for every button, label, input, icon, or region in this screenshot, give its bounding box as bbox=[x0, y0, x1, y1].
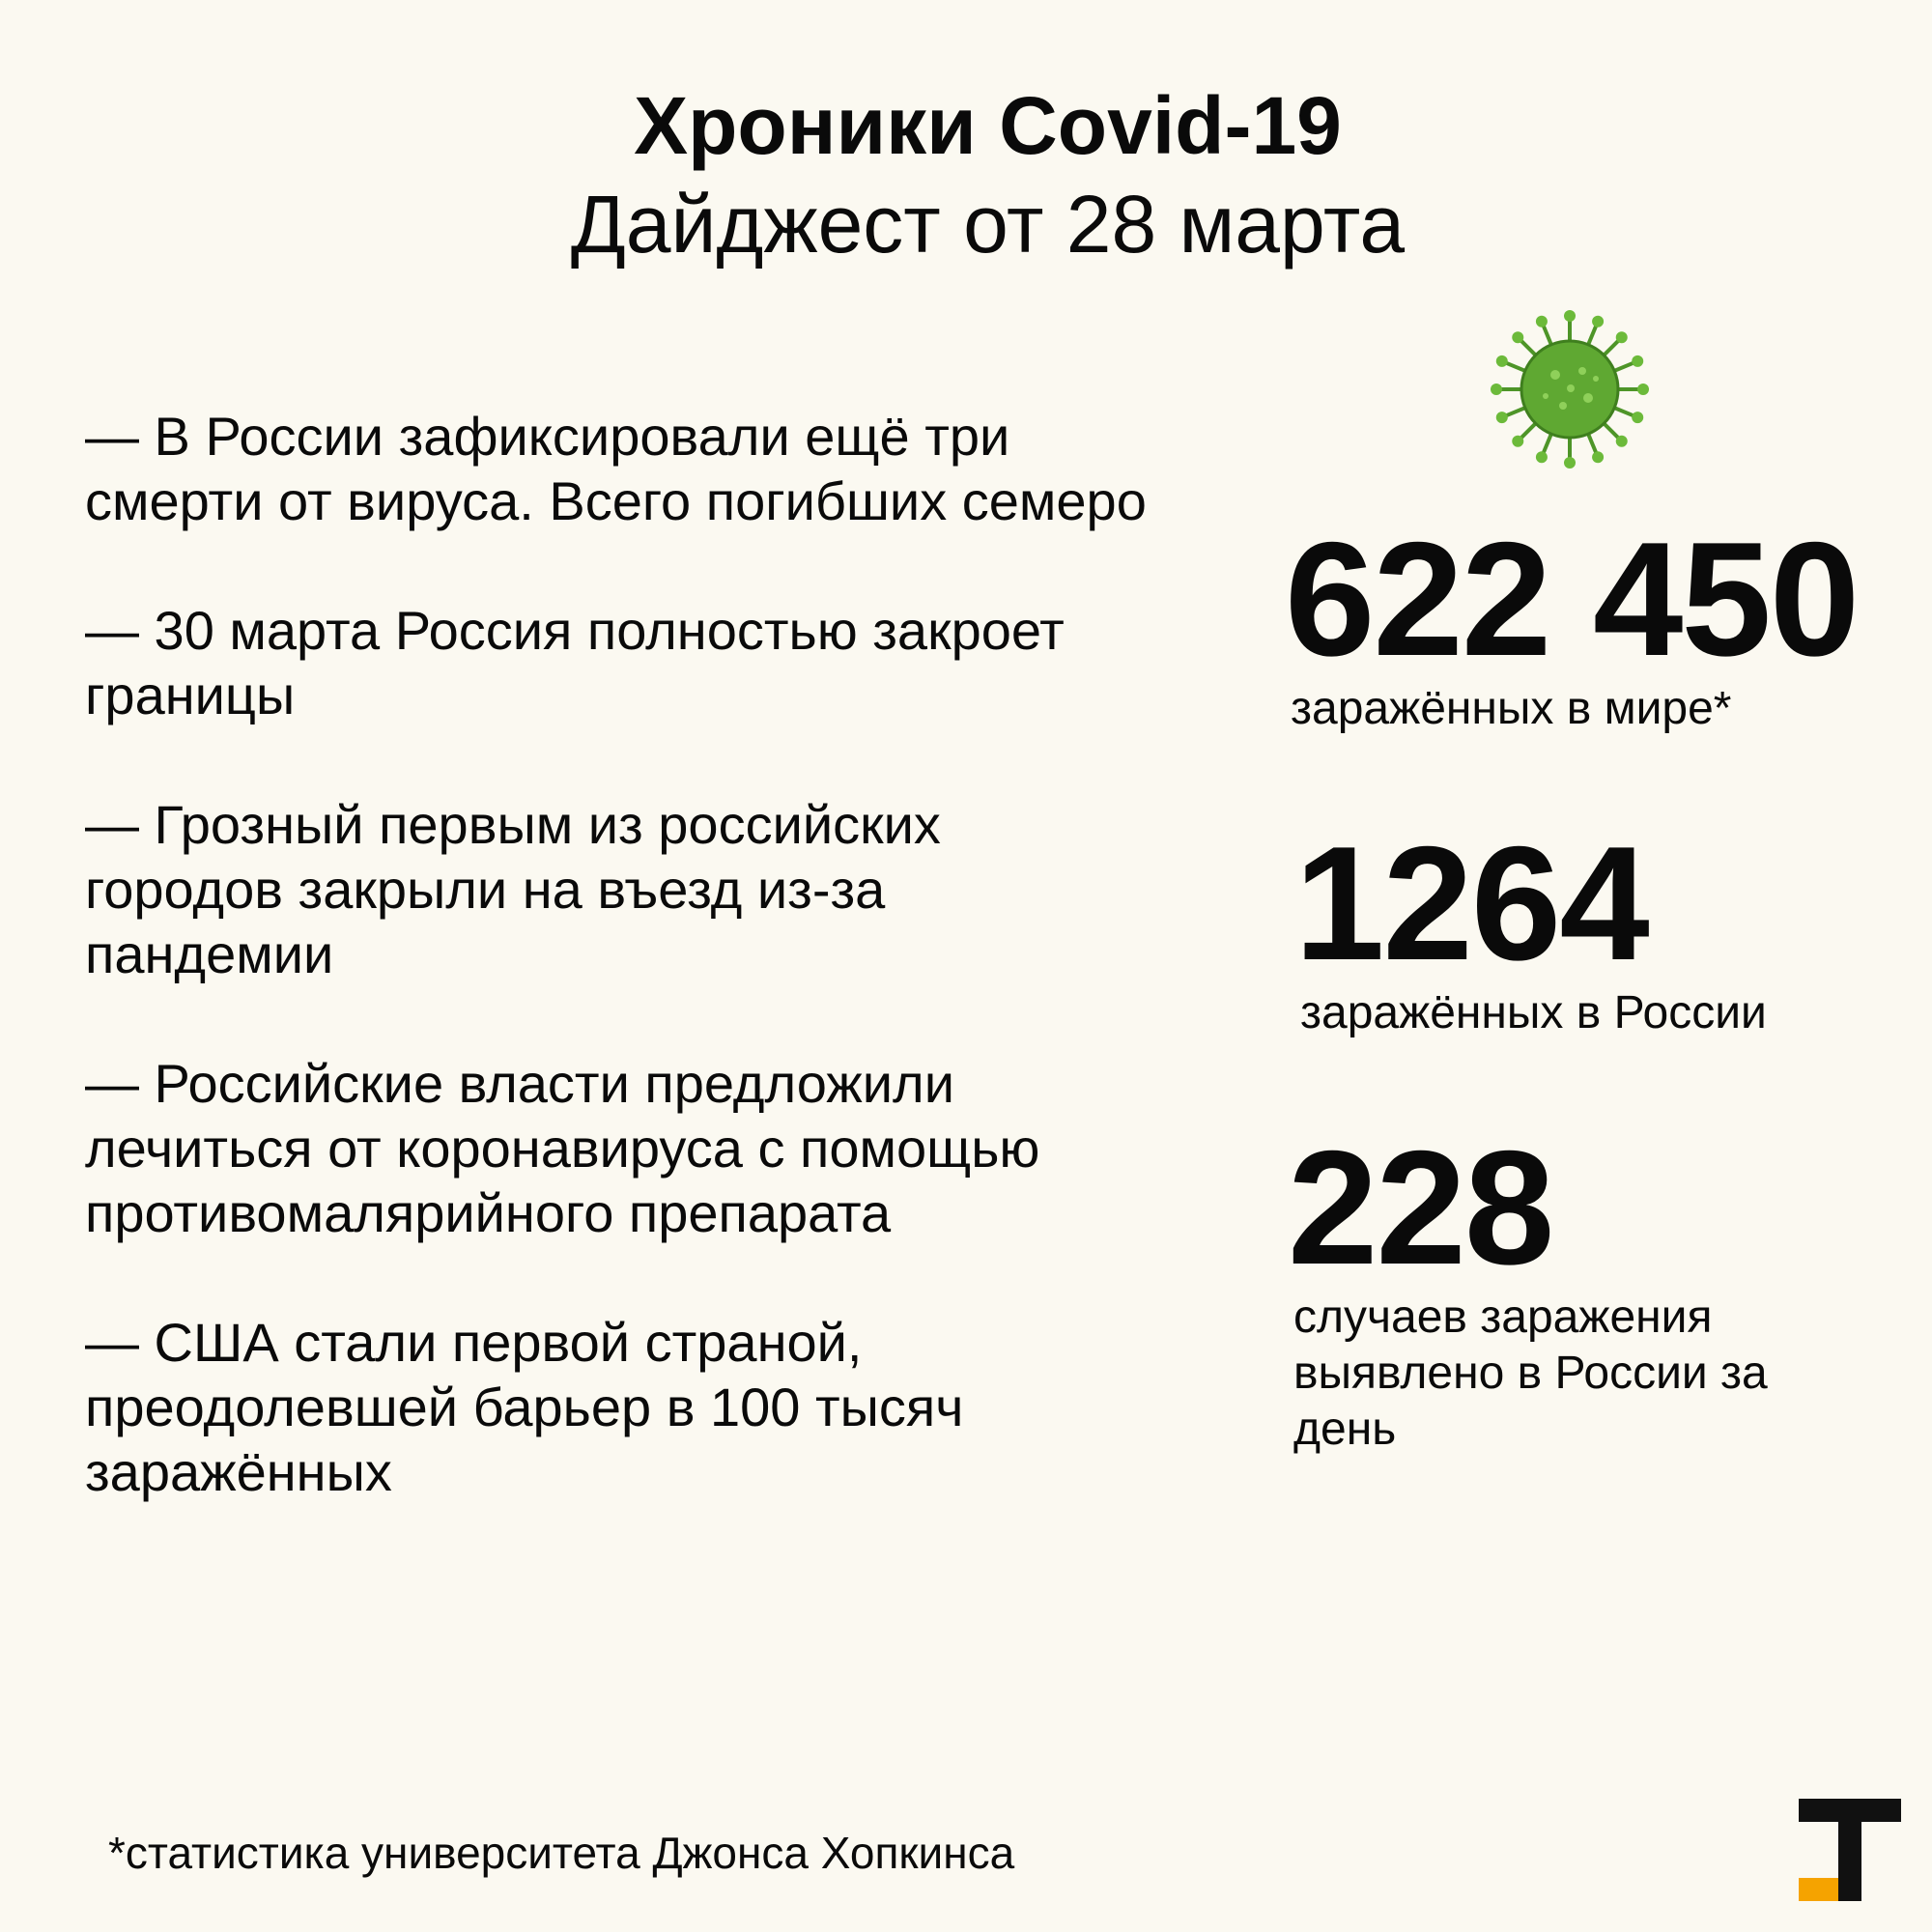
virus-spike-tip bbox=[1512, 436, 1523, 447]
virus-spike-tip bbox=[1564, 310, 1576, 322]
news-list bbox=[85, 404, 1264, 1569]
virus-spike-tip bbox=[1616, 331, 1628, 343]
virus-spike-tip bbox=[1496, 412, 1508, 423]
stat-number: 622 450 bbox=[1285, 508, 1859, 690]
news-item: — США стали первой страной, преодолевшей барьер в 100 тысяч заражённых bbox=[85, 1312, 964, 1502]
virus-spike-tip bbox=[1536, 316, 1548, 327]
stat-russia-daily bbox=[1288, 1117, 1906, 1458]
stat-russia-infected bbox=[1294, 812, 1913, 1041]
stat-label: заражённых в России bbox=[1300, 987, 1767, 1038]
stat-number: 228 bbox=[1288, 1117, 1553, 1298]
virus-spike-tip bbox=[1632, 355, 1643, 367]
news-item: — 30 марта Россия полностью закроет границы bbox=[85, 600, 1065, 725]
stat-label: заражённых в мире* bbox=[1291, 683, 1732, 734]
virus-spike-tip bbox=[1632, 412, 1643, 423]
page-title: Хроники Covid-19 bbox=[634, 80, 1342, 171]
virus-spike-tip bbox=[1637, 384, 1649, 395]
news-item: — Российские власти предложили лечиться от коронавируса с помощью противомалярийного препарата bbox=[85, 1053, 1040, 1243]
virus-spike-tip bbox=[1592, 451, 1604, 463]
header bbox=[0, 77, 1932, 274]
virus-spike-tip bbox=[1512, 331, 1523, 343]
coronavirus-icon bbox=[1488, 307, 1652, 471]
page-subtitle: Дайджест от 28 марта bbox=[570, 179, 1406, 270]
stat-number: 1264 bbox=[1294, 812, 1648, 994]
footnote: *статистика университета Джонса Хопкинса bbox=[108, 1828, 1015, 1878]
stat-world-infected bbox=[1285, 508, 1903, 737]
virus-spike-tip bbox=[1491, 384, 1502, 395]
stat-label: случаев заражения выявлено в России за день bbox=[1293, 1292, 1768, 1455]
virus-spike-tip bbox=[1616, 436, 1628, 447]
virus-spike-tip bbox=[1592, 316, 1604, 327]
virus-spike-tip bbox=[1496, 355, 1508, 367]
news-item: — В России зафиксировали ещё три смерти от вируса. Всего погибших семеро bbox=[85, 406, 1147, 531]
t-logo bbox=[1799, 1799, 1901, 1901]
virus-spike-tip bbox=[1564, 457, 1576, 469]
virus-spike-tip bbox=[1536, 451, 1548, 463]
news-item: — Грозный первым из российских городов закрыли на въезд из-за пандемии bbox=[85, 794, 941, 984]
